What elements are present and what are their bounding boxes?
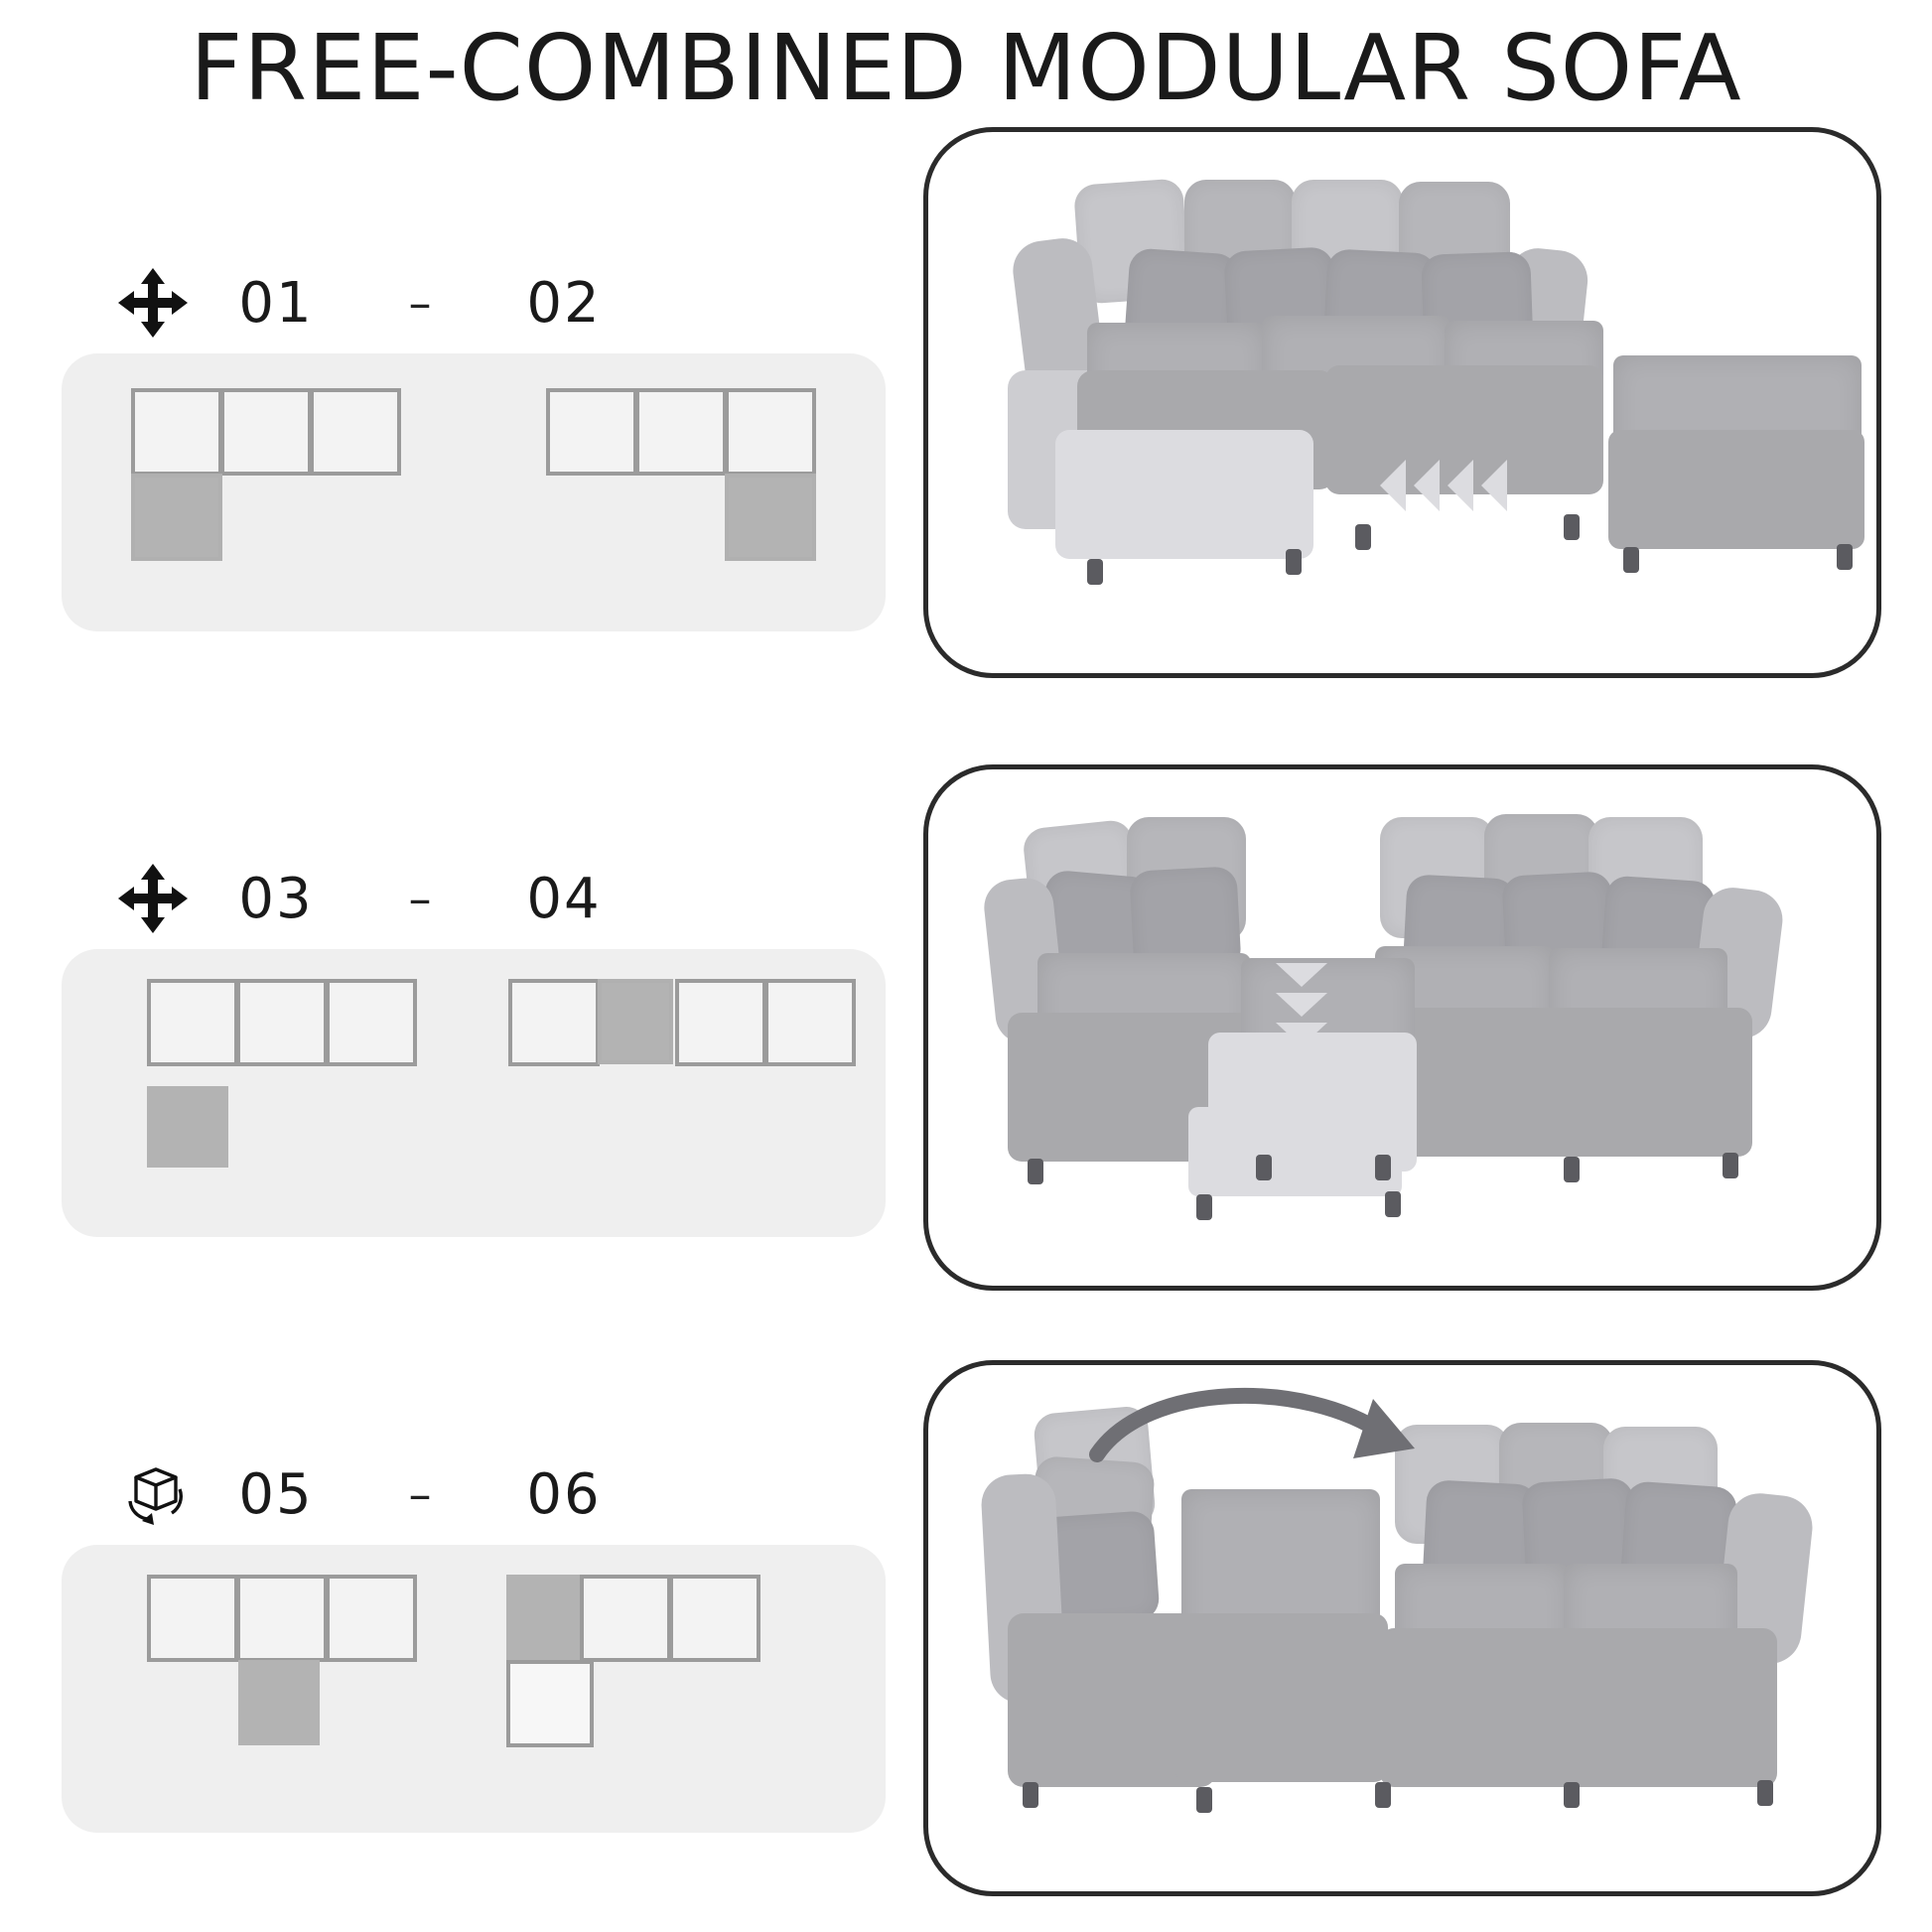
step-number-01: 01 (238, 270, 314, 336)
step-label-group-3 (114, 1459, 809, 1529)
page-title: FREE-COMBINED MODULAR SOFA (190, 15, 1742, 121)
move-arrows-icon (114, 860, 192, 937)
module-cell-highlighted (725, 474, 816, 561)
module-cell (675, 979, 766, 1066)
diagram-panel-2 (62, 949, 886, 1237)
module-cell (310, 388, 401, 476)
step-row-2 (0, 735, 1932, 1291)
module-cell (326, 979, 417, 1066)
step-number-03: 03 (238, 866, 314, 931)
module-diagram-03 (147, 979, 445, 1197)
module-diagram-04 (508, 979, 836, 1098)
step-number-05: 05 (238, 1461, 314, 1527)
step-row-1 (0, 139, 1932, 695)
module-cell (220, 388, 312, 476)
module-cell-outlined (506, 1660, 594, 1747)
direction-chevrons-left (1380, 460, 1507, 511)
sofa-photo-3 (923, 1360, 1881, 1896)
step-number-02: 02 (526, 270, 602, 336)
module-cell (635, 388, 727, 476)
module-diagram-06 (506, 1575, 834, 1793)
step-separator-1: – (408, 276, 432, 330)
module-cell (326, 1575, 417, 1662)
module-cell (131, 388, 222, 476)
direction-chevrons-down (1276, 963, 1327, 1046)
module-cell (580, 1575, 671, 1662)
module-cell-highlighted (506, 1575, 582, 1660)
module-cell-detached (147, 1086, 228, 1168)
step-label-group-1 (114, 268, 809, 338)
module-cell-highlighted (598, 979, 673, 1064)
sofa-photo-2 (923, 764, 1881, 1291)
step-row-3 (0, 1330, 1932, 1886)
diagram-panel-3 (62, 1545, 886, 1833)
rotation-arrow-icon (1087, 1375, 1464, 1538)
module-diagram-01 (131, 388, 429, 597)
module-cell (725, 388, 816, 476)
step-separator-3: – (408, 1467, 432, 1521)
module-cell (236, 1575, 328, 1662)
module-cell (236, 979, 328, 1066)
step-label-group-2 (114, 864, 809, 933)
module-cell (764, 979, 856, 1066)
module-cell-highlighted (131, 474, 222, 561)
step-separator-2: – (408, 872, 432, 925)
module-cell (508, 979, 600, 1066)
diagram-panel-1 (62, 353, 886, 631)
module-diagram-05 (147, 1575, 445, 1793)
module-cell (147, 1575, 238, 1662)
module-cell-highlighted (238, 1660, 320, 1745)
module-diagram-02 (546, 388, 844, 597)
module-cell (546, 388, 637, 476)
step-number-06: 06 (526, 1461, 602, 1527)
sofa-photo-1 (923, 127, 1881, 678)
cube-rotate-icon (114, 1455, 192, 1533)
module-cell (147, 979, 238, 1066)
move-arrows-icon (114, 264, 192, 342)
step-number-04: 04 (526, 866, 602, 931)
module-cell (669, 1575, 760, 1662)
